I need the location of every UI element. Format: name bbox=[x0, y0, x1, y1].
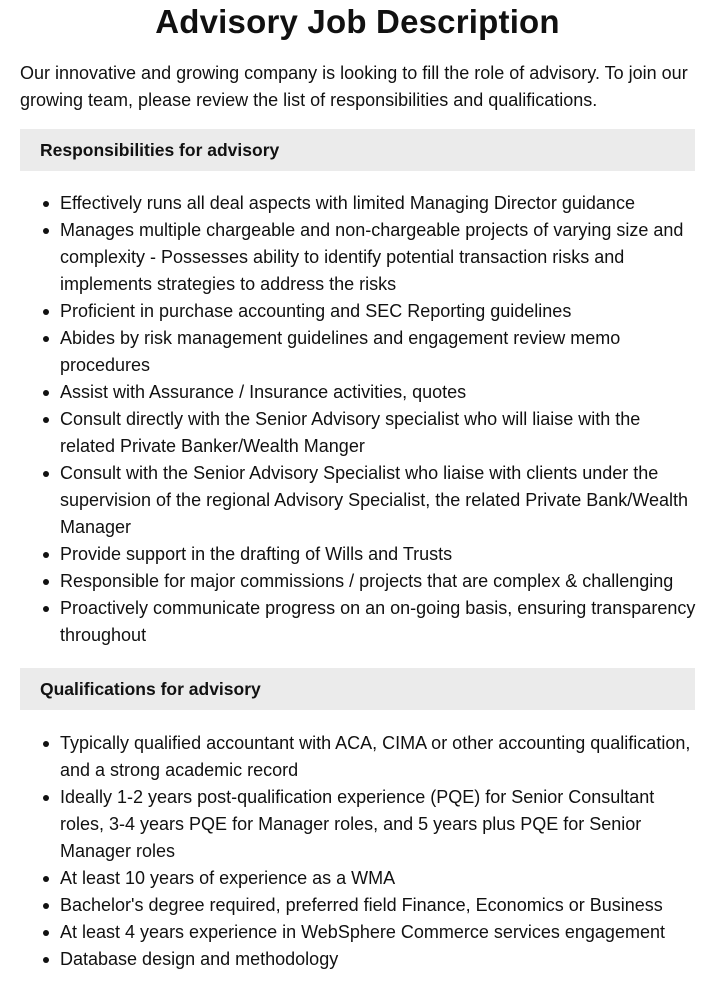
list-item: Proactively communicate progress on an on-going basis, ensuring transparency throughout bbox=[60, 595, 696, 649]
list-item: Assist with Assurance / Insurance activities, quotes bbox=[60, 379, 696, 406]
qualifications-heading: Qualifications for advisory bbox=[20, 668, 695, 710]
qualifications-list bbox=[0, 730, 696, 973]
list-item: Proficient in purchase accounting and SEC Reporting guidelines bbox=[60, 298, 696, 325]
list-item: At least 4 years experience in WebSphere Commerce services engagement bbox=[60, 919, 696, 946]
list-item: Manages multiple chargeable and non-chargeable projects of varying size and complexity - Possesses ability to identify potential transaction risks and implements strategies to address the risks bbox=[60, 217, 696, 298]
list-item: Consult directly with the Senior Advisory specialist who will liaise with the related Private Banker/Wealth Manger bbox=[60, 406, 696, 460]
list-item: At least 10 years of experience as a WMA bbox=[60, 865, 696, 892]
list-item: Abides by risk management guidelines and engagement review memo procedures bbox=[60, 325, 696, 379]
page-title: Advisory Job Description bbox=[155, 3, 560, 40]
responsibilities-heading: Responsibilities for advisory bbox=[20, 129, 695, 171]
intro-paragraph: Our innovative and growing company is looking to fill the role of advisory. To join our growing team, please review the list of responsibilities and qualifications. bbox=[20, 63, 688, 110]
list-item: Database design and methodology bbox=[60, 946, 696, 973]
list-item: Provide support in the drafting of Wills and Trusts bbox=[60, 541, 696, 568]
list-item: Typically qualified accountant with ACA, CIMA or other accounting qualification, and a strong academic record bbox=[60, 730, 696, 784]
list-item: Bachelor's degree required, preferred field Finance, Economics or Business bbox=[60, 892, 696, 919]
responsibilities-list bbox=[0, 190, 696, 649]
list-item: Consult with the Senior Advisory Specialist who liaise with clients under the supervision of the regional Advisory Specialist, the related Private Bank/Wealth Manager bbox=[60, 460, 696, 541]
list-item: Effectively runs all deal aspects with limited Managing Director guidance bbox=[60, 190, 696, 217]
list-item: Ideally 1-2 years post-qualification experience (PQE) for Senior Consultant roles, 3-4 years PQE for Manager roles, and 5 years plus PQE for Senior Manager roles bbox=[60, 784, 696, 865]
list-item: Responsible for major commissions / projects that are complex & challenging bbox=[60, 568, 696, 595]
